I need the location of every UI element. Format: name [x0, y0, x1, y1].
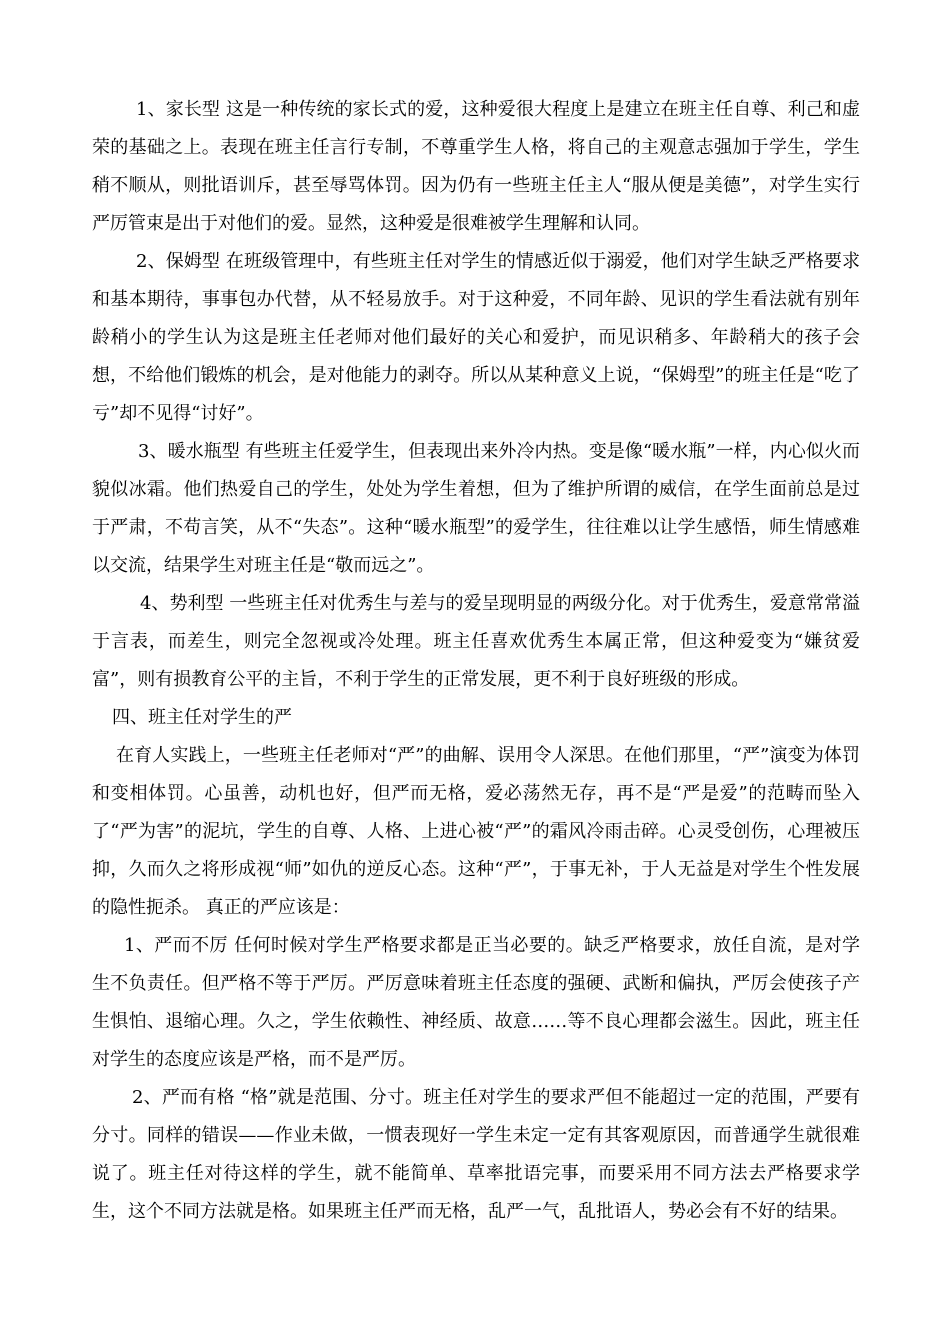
paragraph-nanny-type: 2、保姆型 在班级管理中，有些班主任对学生的情感近似于溺爱，他们对学生缺乏严格要求和基本期待，事事包办代替，从不轻易放手。对于这种爱，不同年龄、见识的学生看法就有别年龄稍小的学生认为这是班主任老师对他们最好的关心和爱护，而见识稍多、年龄稍大的孩子会想，不给他们锻炼的机会，是对他能力的剥夺。所以从某种意义上说，“保姆型”的班主任是“吃了亏”却不见得“讨好”。 [92, 251, 860, 424]
paragraph-strict-with-measure: 2、严而有格 “格”就是范围、分寸。班主任对学生的要求严但不能超过一定的范围，严要有分寸。同样的错误——作业未做，一惯表现好一学生未定一定有其客观原因，而普通学生就很难说了。班主任对待这样的学生，就不能简单、草率批语完事，而要采用不同方法去严格要求学生，这个不同方法就是格。如果班主任严而无格，乱严一气，乱批语人，势必会有不好的结果。 [92, 1087, 860, 1222]
section-heading-strictness: 四、班主任对学生的严 [112, 707, 292, 728]
paragraph-snobbish-type: 4、势利型 一些班主任对优秀生与差与的爱呈现明显的两级分化。对于优秀生，爱意常常溢于言表，而差生，则完全忽视或冷处理。班主任喜欢优秀生本属正常，但这种爱变为“嫌贫爱富”，则有损教育公平的主旨，不利于学生的正常发展，更不利于良好班级的形成。 [92, 593, 860, 690]
paragraph-strict-not-harsh: 1、严而不厉 任何时候对学生严格要求都是正当必要的。缺乏严格要求，放任自流，是对学生不负责任。但严格不等于严厉。严厉意味着班主任态度的强硬、武断和偏执，严厉会使孩子产生惧怕、退缩心理。久之，学生依赖性、神经质、故意……等不良心理都会滋生。因此，班主任对学生的态度应该是严格，而不是严厉。 [92, 935, 860, 1070]
paragraph-strictness-intro: 在育人实践上，一些班主任老师对“严”的曲解、误用令人深思。在他们那里，“严”演变为体罚和变相体罚。心虽善，动机也好，但严而无格，爱必荡然无存，再不是“严是爱”的范畴而坠入了“严为害”的泥坑，学生的自尊、人格、上进心被“严”的霜风冷雨击碎。心灵受创伤，心理被压抑，久而久之将形成视“师”如仇的逆反心态。这种“严”，于事无补，于人无益是对学生个性发展的隐性扼杀。 真正的严应该是： [92, 745, 860, 918]
paragraph-thermos-type: 3、暖水瓶型 有些班主任爱学生，但表现出来外冷内热。变是像“暖水瓶”一样，内心似火而貌似冰霜。他们热爱自己的学生，处处为学生着想，但为了维护所谓的威信，在学生面前总是过于严肃，不苟言笑，从不“失态”。这种“暖水瓶型”的爱学生，往往难以让学生感悟，师生情感难以交流，结果学生对班主任是“敬而远之”。 [92, 441, 860, 576]
paragraph-parent-type: 1、家长型 这是一种传统的家长式的爱，这种爱很大程度上是建立在班主任自尊、利己和虚荣的基础之上。表现在班主任言行专制，不尊重学生人格，将自己的主观意志强加于学生，学生稍不顺从，则批语训斥，甚至辱骂体罚。因为仍有一些班主任主人“服从便是美德”，对学生实行严厉管束是出于对他们的爱。显然，这种爱是很难被学生理解和认同。 [92, 99, 860, 234]
document-body [92, 91, 860, 1231]
